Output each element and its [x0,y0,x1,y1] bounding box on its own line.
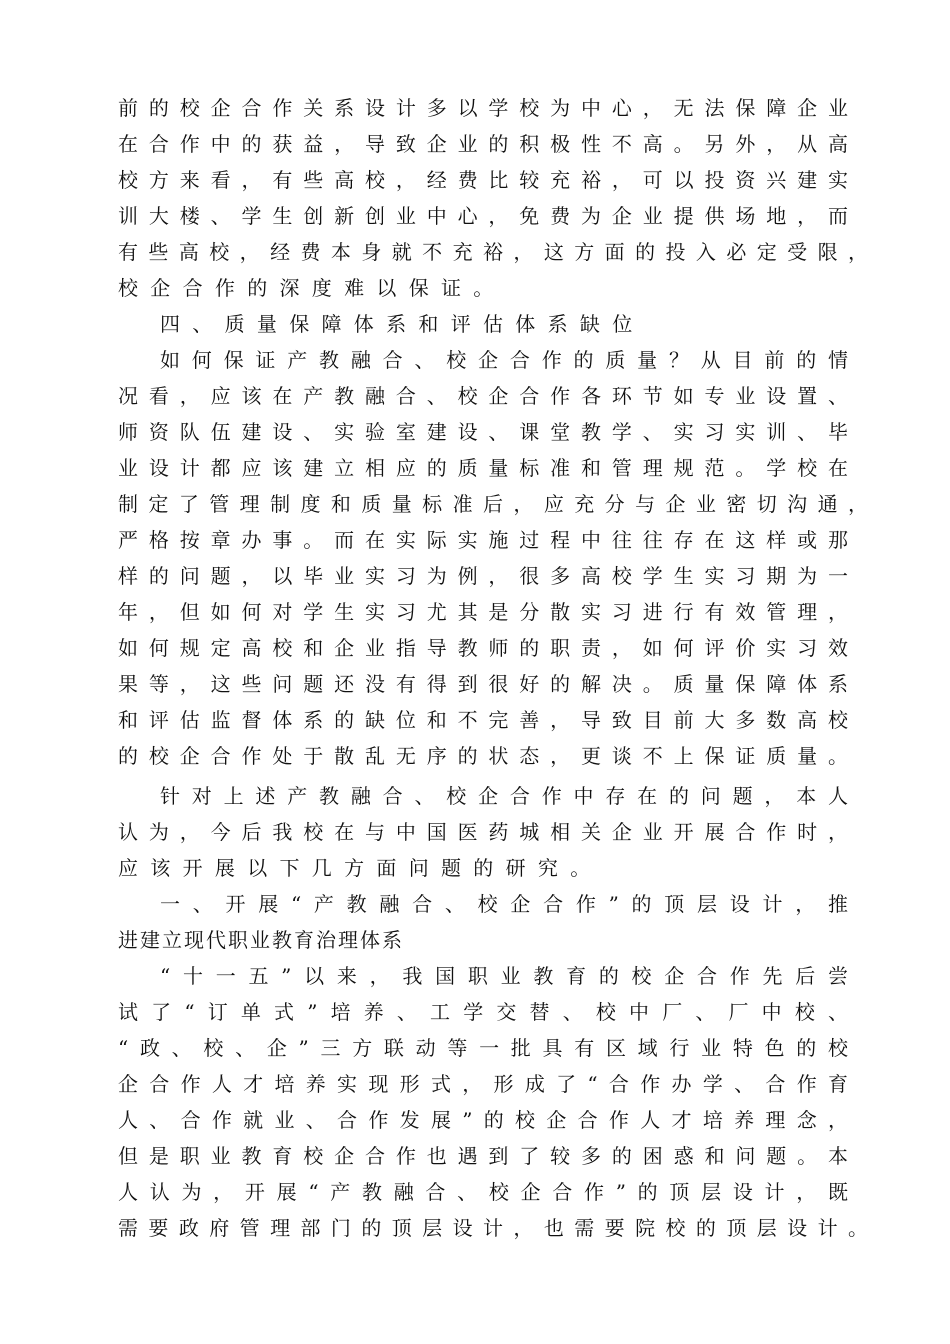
section-heading: 四、质量保障体系和评估体系缺位 [160,312,645,336]
body-text-line: 认为，今后我校在与中国医药城相关企业开展合作时， [118,820,848,844]
body-text-line: 年，但如何对学生实习尤其是分散实习进行有效管理， [118,600,848,624]
body-text-line: 如何规定高校和企业指导教师的职责，如何评价实习效 [118,636,848,660]
body-text-line: 严格按章办事。而在实际实施过程中往往存在这样或那 [118,528,848,552]
section-heading: 进建立现代职业教育治理体系 [118,928,404,952]
body-text-line: 针对上述产教融合、校企合作中存在的问题，本人 [160,784,848,808]
body-text-line: 的校企合作处于散乱无序的状态，更谈不上保证质量。 [118,744,848,768]
body-text-line: 样的问题，以毕业实习为例，很多高校学生实习期为一 [118,564,848,588]
body-text-line: 应该开展以下几方面问题的研究。 [118,856,603,880]
body-text-line: 企合作人才培养实现形式，形成了“合作办学、合作育 [118,1072,848,1096]
body-text-line: 训大楼、学生创新创业中心，免费为企业提供场地，而 [118,204,848,228]
body-text-line: 在合作中的获益，导致企业的积极性不高。另外，从高 [118,132,848,156]
body-text-line: 果等，这些问题还没有得到很好的解决。质量保障体系 [118,672,848,696]
body-text-line: 人、合作就业、合作发展”的校企合作人才培养理念， [118,1108,848,1132]
body-text-line: 况看，应该在产教融合、校企合作各环节如专业设置、 [118,384,848,408]
body-text-line: 师资队伍建设、实验室建设、课堂教学、实习实训、毕 [118,420,848,444]
body-text-line: 试了“订单式”培养、工学交替、校中厂、厂中校、 [118,1000,848,1024]
body-text-line: 如何保证产教融合、校企合作的质量？从目前的情 [160,348,848,372]
body-text-line: 前的校企合作关系设计多以学校为中心，无法保障企业 [118,96,848,120]
body-text-line: 和评估监督体系的缺位和不完善，导致目前大多数高校 [118,708,848,732]
body-text-line: 制定了管理制度和质量标准后，应充分与企业密切沟通， [118,492,868,516]
body-text-line: 需要政府管理部门的顶层设计，也需要院校的顶层设计。 [118,1216,868,1240]
body-text-line: 但是职业教育校企合作也遇到了较多的困惑和问题。本 [118,1144,848,1168]
body-text-line: 业设计都应该建立相应的质量标准和管理规范。学校在 [118,456,848,480]
body-text-line: 有些高校，经费本身就不充裕，这方面的投入必定受限， [118,240,868,264]
body-text-line: “十一五”以来，我国职业教育的校企合作先后尝 [160,964,848,988]
body-text-line: “政、校、企”三方联动等一批具有区域行业特色的校 [118,1036,848,1060]
section-heading: 一、开展“产教融合、校企合作”的顶层设计，推 [160,892,848,916]
body-text-line: 校方来看，有些高校，经费比较充裕，可以投资兴建实 [118,168,848,192]
body-text-line: 校企合作的深度难以保证。 [118,276,506,300]
body-text-line: 人认为，开展“产教融合、校企合作”的顶层设计，既 [118,1180,848,1204]
